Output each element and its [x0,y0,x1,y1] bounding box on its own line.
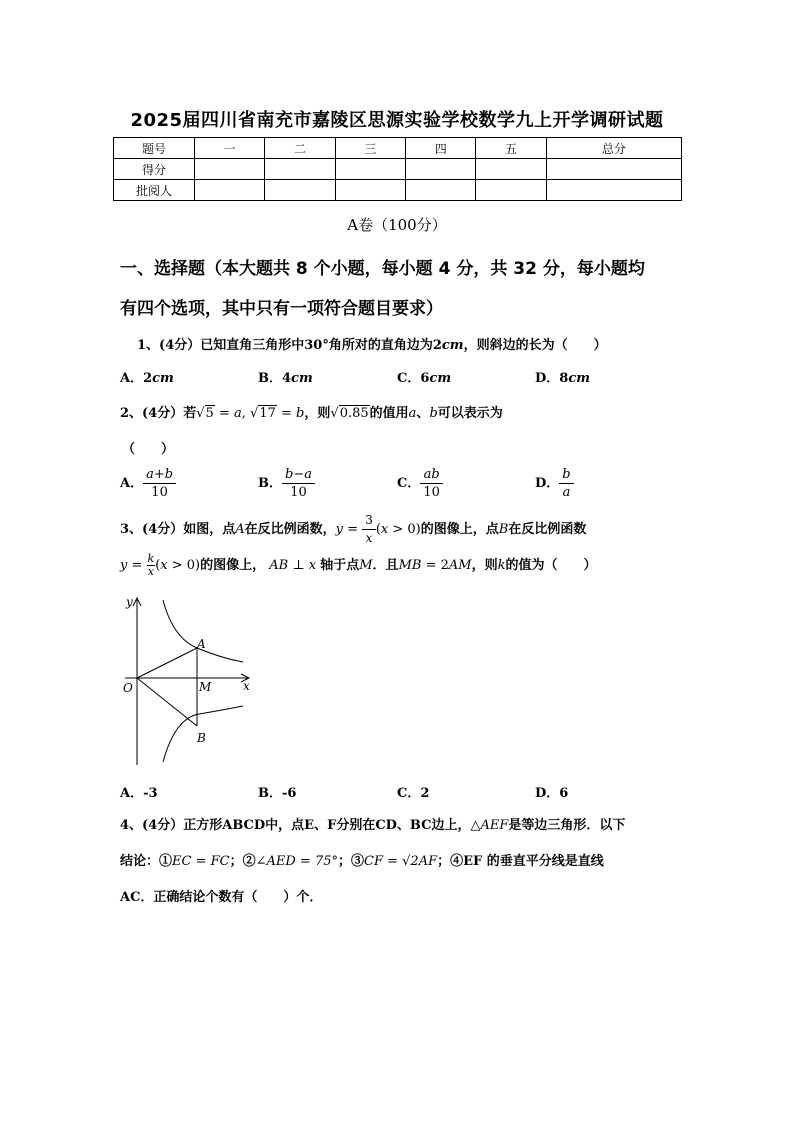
question-4-line1: 4、(4分）正方形ABCD中，点E、F分别在CD、BC边上，△AEF是等边三角形．以下 [120,818,626,833]
label-x: x [243,679,250,693]
curve-upper [163,600,243,662]
score-header-cell: 二 [265,138,335,159]
score-table-header-row [114,138,682,159]
section-a-heading: A卷（100分） [347,216,447,234]
label-a: A [197,637,206,651]
question-2-stem: 2、(4分）若√5 = a, √17 = b，则√0.85的值用a、b可以表示为 [120,406,503,421]
reviewer-row-label: 批阅人 [114,180,195,201]
q1-option-d: D．8cm [535,371,590,386]
score-cell [476,159,546,180]
reviewer-cell [476,180,546,201]
score-header-cell: 三 [335,138,405,159]
question-3-stem-line2: y = $\frac{k}{x}$ (x > 0)的图像上， AB ⊥ x 轴于点M．且MB = 2AM，则k的值为（ ） [120,552,597,578]
score-table [113,137,682,201]
score-header-cell: 总分 [546,138,681,159]
question-3-stem-line1: 3、(4分）如图，点A在反比例函数，y = $\frac{3}{x}$ (x > 0)的图像上，点B在反比例函数 [120,513,587,545]
q1-option-a: A．2cm [120,371,174,386]
q2-paren: （ ） [122,442,175,457]
score-row-label: 得分 [114,159,195,180]
section-1-heading-line1: 一、选择题（本大题共 8 个小题，每小题 4 分，共 32 分，每小题均 [120,259,645,279]
score-cell [195,159,265,180]
q3-option-a: A．-3 [120,786,158,801]
score-header-cell: 题号 [114,138,195,159]
score-header-cell: 一 [195,138,265,159]
q3-figure [115,590,260,770]
q1-suffix: ，则斜边的长为（ ） [463,338,607,353]
score-cell [335,159,405,180]
q3-option-b: B．-6 [258,786,297,801]
segment-oa [137,648,197,678]
label-m: M [199,680,212,694]
label-b: B [197,731,206,745]
reviewer-row [114,180,682,201]
segment-ob [137,678,197,726]
score-header-cell: 四 [406,138,476,159]
q2-option-b: B． $\frac{b-a}{10}$ [258,466,315,501]
q3-option-c: C．2 [397,786,430,801]
score-cell [265,159,335,180]
reviewer-cell [406,180,476,201]
q3-option-d: D．6 [535,786,569,801]
reviewer-cell [546,180,681,201]
score-row [114,159,682,180]
q1-unit: cm [441,338,464,353]
q1-prefix: 1、(4分）已知直角三角形中30°角所对的直角边为 [137,338,433,353]
reviewer-cell [265,180,335,201]
q2-option-a: A． $\frac{a+b}{10}$ [120,466,176,501]
q1-option-b: B．4cm [258,371,313,386]
q2-option-c: C． $\frac{ab}{10}$ [397,466,443,501]
question-4-line3: AC．正确结论个数有（ ）个． [120,890,323,905]
label-y: y [126,595,133,609]
score-cell [546,159,681,180]
question-4-line2: 结论：①EC = FC；②∠AED = 75°；③CF = √2AF；④EF 的垂直平分线是直线 [120,854,604,869]
question-1-stem [137,334,607,353]
q1-option-c: C．6cm [397,371,452,386]
q2-option-d: D． $\frac{b}{a}$ [535,466,574,501]
score-header-cell: 五 [476,138,546,159]
label-o: O [123,681,133,695]
section-1-heading-line2: 有四个选项，其中只有一项符合题目要求） [120,299,443,319]
q1-value: 2 [432,338,442,353]
exam-title: 2025届四川省南充市嘉陵区思源实验学校数学九上开学调研试题 [130,110,664,131]
score-cell [406,159,476,180]
reviewer-cell [195,180,265,201]
reviewer-cell [335,180,405,201]
